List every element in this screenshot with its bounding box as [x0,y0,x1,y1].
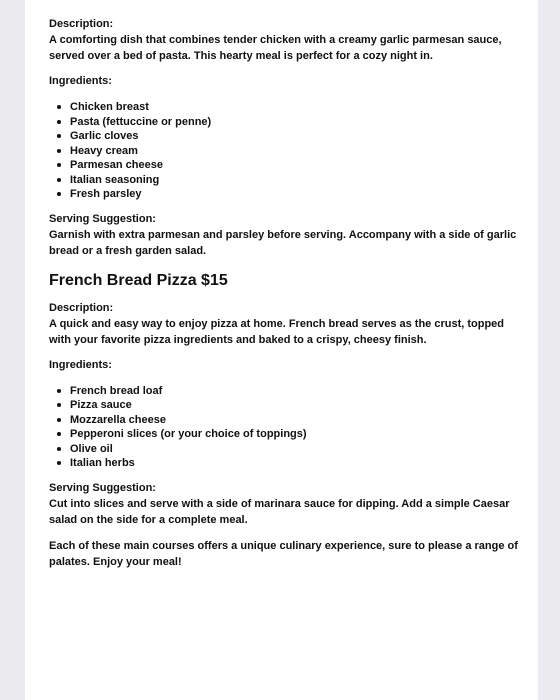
description-label: Description: [49,301,114,314]
ingredients-list [49,100,518,202]
closing-paragraph: Each of these main courses offers a unique culinary experience, sure to please a range of palates. Enjoy your meal! [49,539,518,568]
ingredient-item: French bread loaf [57,384,518,399]
ingredient-item: Heavy cream [57,144,518,159]
dish-section-french-bread-pizza [49,271,518,528]
ingredient-item: Fresh parsley [57,187,518,202]
document-page [25,0,538,700]
ingredient-item: Olive oil [57,442,518,457]
serving-suggestion-text: Garnish with extra parmesan and parsley before serving. Accompany with a side of garlic bread or a fresh garden salad. [49,228,517,257]
ingredient-item: Italian herbs [57,456,518,471]
ingredients-list [49,384,518,471]
ingredient-item: Chicken breast [57,100,518,115]
serving-suggestion-text: Cut into slices and serve with a side of marinara sauce for dipping. Add a simple Caesar salad on the side for a complete meal. [49,497,510,526]
ingredient-item: Parmesan cheese [57,158,518,173]
description-label: Description: [49,18,114,30]
ingredient-item: Mozzarella cheese [57,413,518,428]
ingredient-item: Italian seasoning [57,173,518,188]
ingredients-label: Ingredients: [49,75,112,87]
serving-suggestion-label: Serving Suggestion: [49,481,156,494]
ingredient-item: Garlic cloves [57,129,518,144]
description-text: A quick and easy way to enjoy pizza at home. French bread serves as the crust, topped with your favorite pizza ingredients and baked to a crispy, cheesy finish. [49,317,505,346]
dish-title: French Bread Pizza $15 [49,271,228,289]
ingredient-item: Pasta (fettuccine or penne) [57,115,518,130]
serving-suggestion-label: Serving Suggestion: [49,212,156,225]
ingredients-label: Ingredients: [49,358,112,371]
dish-section-chicken [49,17,518,259]
ingredient-item: Pizza sauce [57,398,518,413]
ingredient-item: Pepperoni slices (or your choice of toppings) [57,427,518,442]
description-text: A comforting dish that combines tender chicken with a creamy garlic parmesan sauce, served over a bed of pasta. This hearty meal is perfect for a cozy night in. [49,34,502,62]
